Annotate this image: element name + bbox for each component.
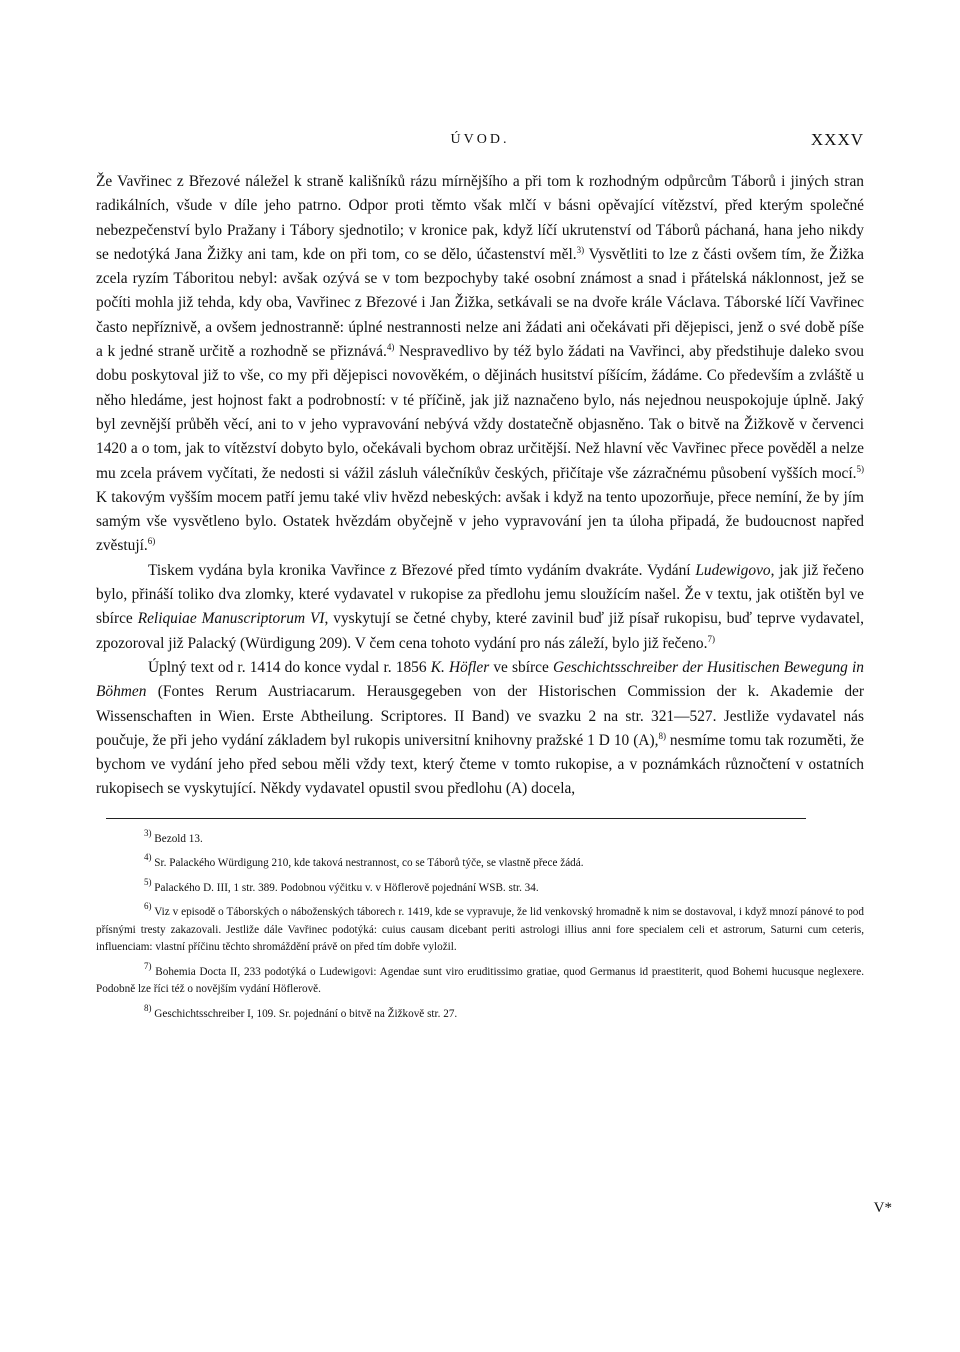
footnote [96, 827, 864, 849]
footnote-mark: 7) [144, 960, 152, 971]
footnote-text: Viz v episodě o Táborských o náboženských táborech r. 1419, kde se vypravuje, že lid venkovský hromadně k nim se dostavoval, i když mnozí pánové to pod přísnými tresty zakazovali. Jestliže dále Vavřinec podotýká: cuius causam dicebant periti astrologi illius anni fore specialem celi et astrorum, Saturni cum ceteris, influenciam: vlastní příčinu těchto shromáždění právě on před tím dobře vyložil. [96, 906, 864, 954]
footnote [96, 1002, 864, 1024]
text-run: Vysvětliti to lze z části ovšem tím, že Žižka zcela ryzím Táboritou nebyl: avšak ozývá se v tom bezpochyby také osobní známost a snad i přátelská náklonnost, jež se počíti mohla již tehda, kdy oba, Vavřinec z Březové i Jan Žižka, setkávali se na dvoře krále Václava. Táborské líčí Vavřinec často nepříznivě, a ovšem jednostranně: úplné nestrannosti nelze ani žádati ani očekávati při dějepisci, jenž o své době píše a k jedné straně určitě a rozhodně se přiznává. [96, 245, 864, 361]
text-run: Nespravedlivo by též bylo žádati na Vavřinci, aby předstihuje daleko svou dobu poskytoval již to vše, co my při dějepisci novověkém, o dějinách husitství píšícím, žádáme. Co především a zvláště u něho hledáme, jest hojnost fakt a podrobností: v té příčině, jak již naznačeno bylo, nás nejednou neuspokojuje úplně. Jaký byl zevnější průběh věcí, ani to v jeho vypravování nebývá vždy dostatečně objasněno. Tak o bitvě na Žižkově v červenci 1420 a o tom, jak to vítězství dobyto bylo, očekávali bychom obraz určitější. Než hlavní věc Vavřinec přece pověděl a nelze mu zcela právem vyčítati, že nedosti si vážil zásluh válečníkův českých, přičítaje vše zázračnému působení vyšších mocí. [96, 343, 864, 482]
text-run: Tiskem vydána byla kronika Vavřince z Březové před tímto vydáním dvakráte. Vydání [148, 561, 696, 579]
footnote-divider [106, 818, 806, 819]
footnote [96, 901, 864, 957]
footnote-text: Sr. Palackého Würdigung 210, kde taková nestrannost, co se Táborů týče, se vlastně přece žádá. [151, 857, 584, 870]
running-title: ÚVOD. [450, 132, 510, 147]
text-run: Úplný text od r. 1414 do konce vydal r. 1856 [148, 658, 431, 676]
footnote-text: Palackého D. III, 1 str. 389. Podobnou výčitku v. v Höflerově pojednání WSB. str. 34. [151, 881, 539, 894]
footnote-text: Bezold 13. [151, 832, 203, 845]
footnote-mark: 6) [144, 901, 152, 912]
text-run: (Fontes Rerum Austriacarum. Herausgegeben von der Historischen Commission der k. Akademie der Wissenschaften in Wien. Erste Abtheilung. Scriptores. II Band) ve svazku 2 na str. 321—527. Jestliže vydavatel nás poučuje, že při jeho vydání základem byl rukopis universitní knihovny pražské 1 D 10 (A), [96, 683, 864, 749]
text-run: , vyskytují se četné chyby, které zavinil buď již písař rukopisu, buď teprve vydavatel, zpozoroval již Palacký (Würdigung 209). V čem cena tohoto vydání pro nás záleží, bylo již řečeno. [96, 610, 864, 652]
footnote-ref: 5) [856, 463, 864, 474]
italic-title: Reliquiae Manuscriptorum VI [137, 610, 325, 628]
paragraph [96, 656, 864, 802]
signature-mark: V* [873, 1200, 892, 1216]
footnote-text: Geschichtsschreiber I, 109. Sr. pojednání o bitvě na Žižkově str. 27. [151, 1007, 458, 1020]
italic-title: Geschichtsschreiber der Husitischen Bewegung in Böhmen [96, 658, 864, 701]
text-run: ve sbírce [489, 658, 553, 676]
page-header [96, 128, 864, 158]
footnote-ref: 4) [386, 342, 395, 353]
footnote-ref: 3) [576, 244, 585, 255]
text-run: Že Vavřinec z Březové náležel k straně kališníků rázu mírnějšího a při tom k rozhodným odpůrcům Táborů i jiných stran radikálních, všude v díle jeho patrno. Odpor proti těmto však mlčí v básni opěvající vítězství, před kterým společné nebezpečenství bylo Pražany i Tábory sjednotilo; v kronice pak, když líčí ukrutenství od Táborů páchaná, hana jeho nikdy se nedotýká Jana Žižky ani tam, kde on při tom, co se dělo, účastenství měl. [96, 173, 864, 263]
footnote-mark: 8) [144, 1002, 152, 1013]
footnote [96, 852, 864, 873]
footnote-mark: 3) [144, 827, 152, 838]
main-text [96, 170, 864, 802]
footnote-ref: 6) [147, 536, 156, 547]
text-run: nesmíme tomu tak rozuměti, že bychom ve vydání jeho před sebou měli vždy text, který čteme v tomto rukopise, a v poznámkách různočtení v ostatních rukopisech se vyskytující. Někdy vydavatel opustil svou předlohu (A) docela, [96, 731, 864, 798]
footnote [96, 876, 864, 898]
document-page [96, 128, 864, 1030]
italic-title: K. Höfler [430, 658, 490, 676]
paragraph [96, 559, 864, 656]
paragraph [96, 170, 864, 559]
footnote-mark: 4) [144, 852, 152, 863]
text-run: , jak již řečeno bylo, přináší toliko dva zlomky, které vydavatel v rukopise za předlohu jemu sloužícím našel. Že v textu, jak otištěn byl ve sbírce [96, 561, 865, 628]
footnote-text: Bohemia Docta II, 233 podotýká o Ludewigovi: Agendae sunt viro eruditissimo gratiae, quod Germanus id praestiterit, quod Bohemi hucusque neglexere. Podobně lze říci též o novějším vydání Höflerově. [96, 965, 864, 996]
text-run: K takovým vyšším mocem patří jemu také vliv hvězd nebeských: avšak i když na tento upozorňuje, přece nemíní, že by jím samým vše vysvětleno bylo. Ostatek hvězdám obyčejně v jeho vypravování jen ta úloha připadá, že budoucnost napřed zvěstují. [96, 488, 864, 555]
footnote-ref: 7) [707, 633, 715, 644]
italic-title: Ludewigovo [695, 561, 771, 579]
footnote-ref: 8) [658, 730, 666, 741]
footnote [96, 960, 864, 999]
page-number: XXXV [810, 130, 864, 149]
footnotes [96, 827, 864, 1024]
footnote-mark: 5) [144, 876, 152, 887]
